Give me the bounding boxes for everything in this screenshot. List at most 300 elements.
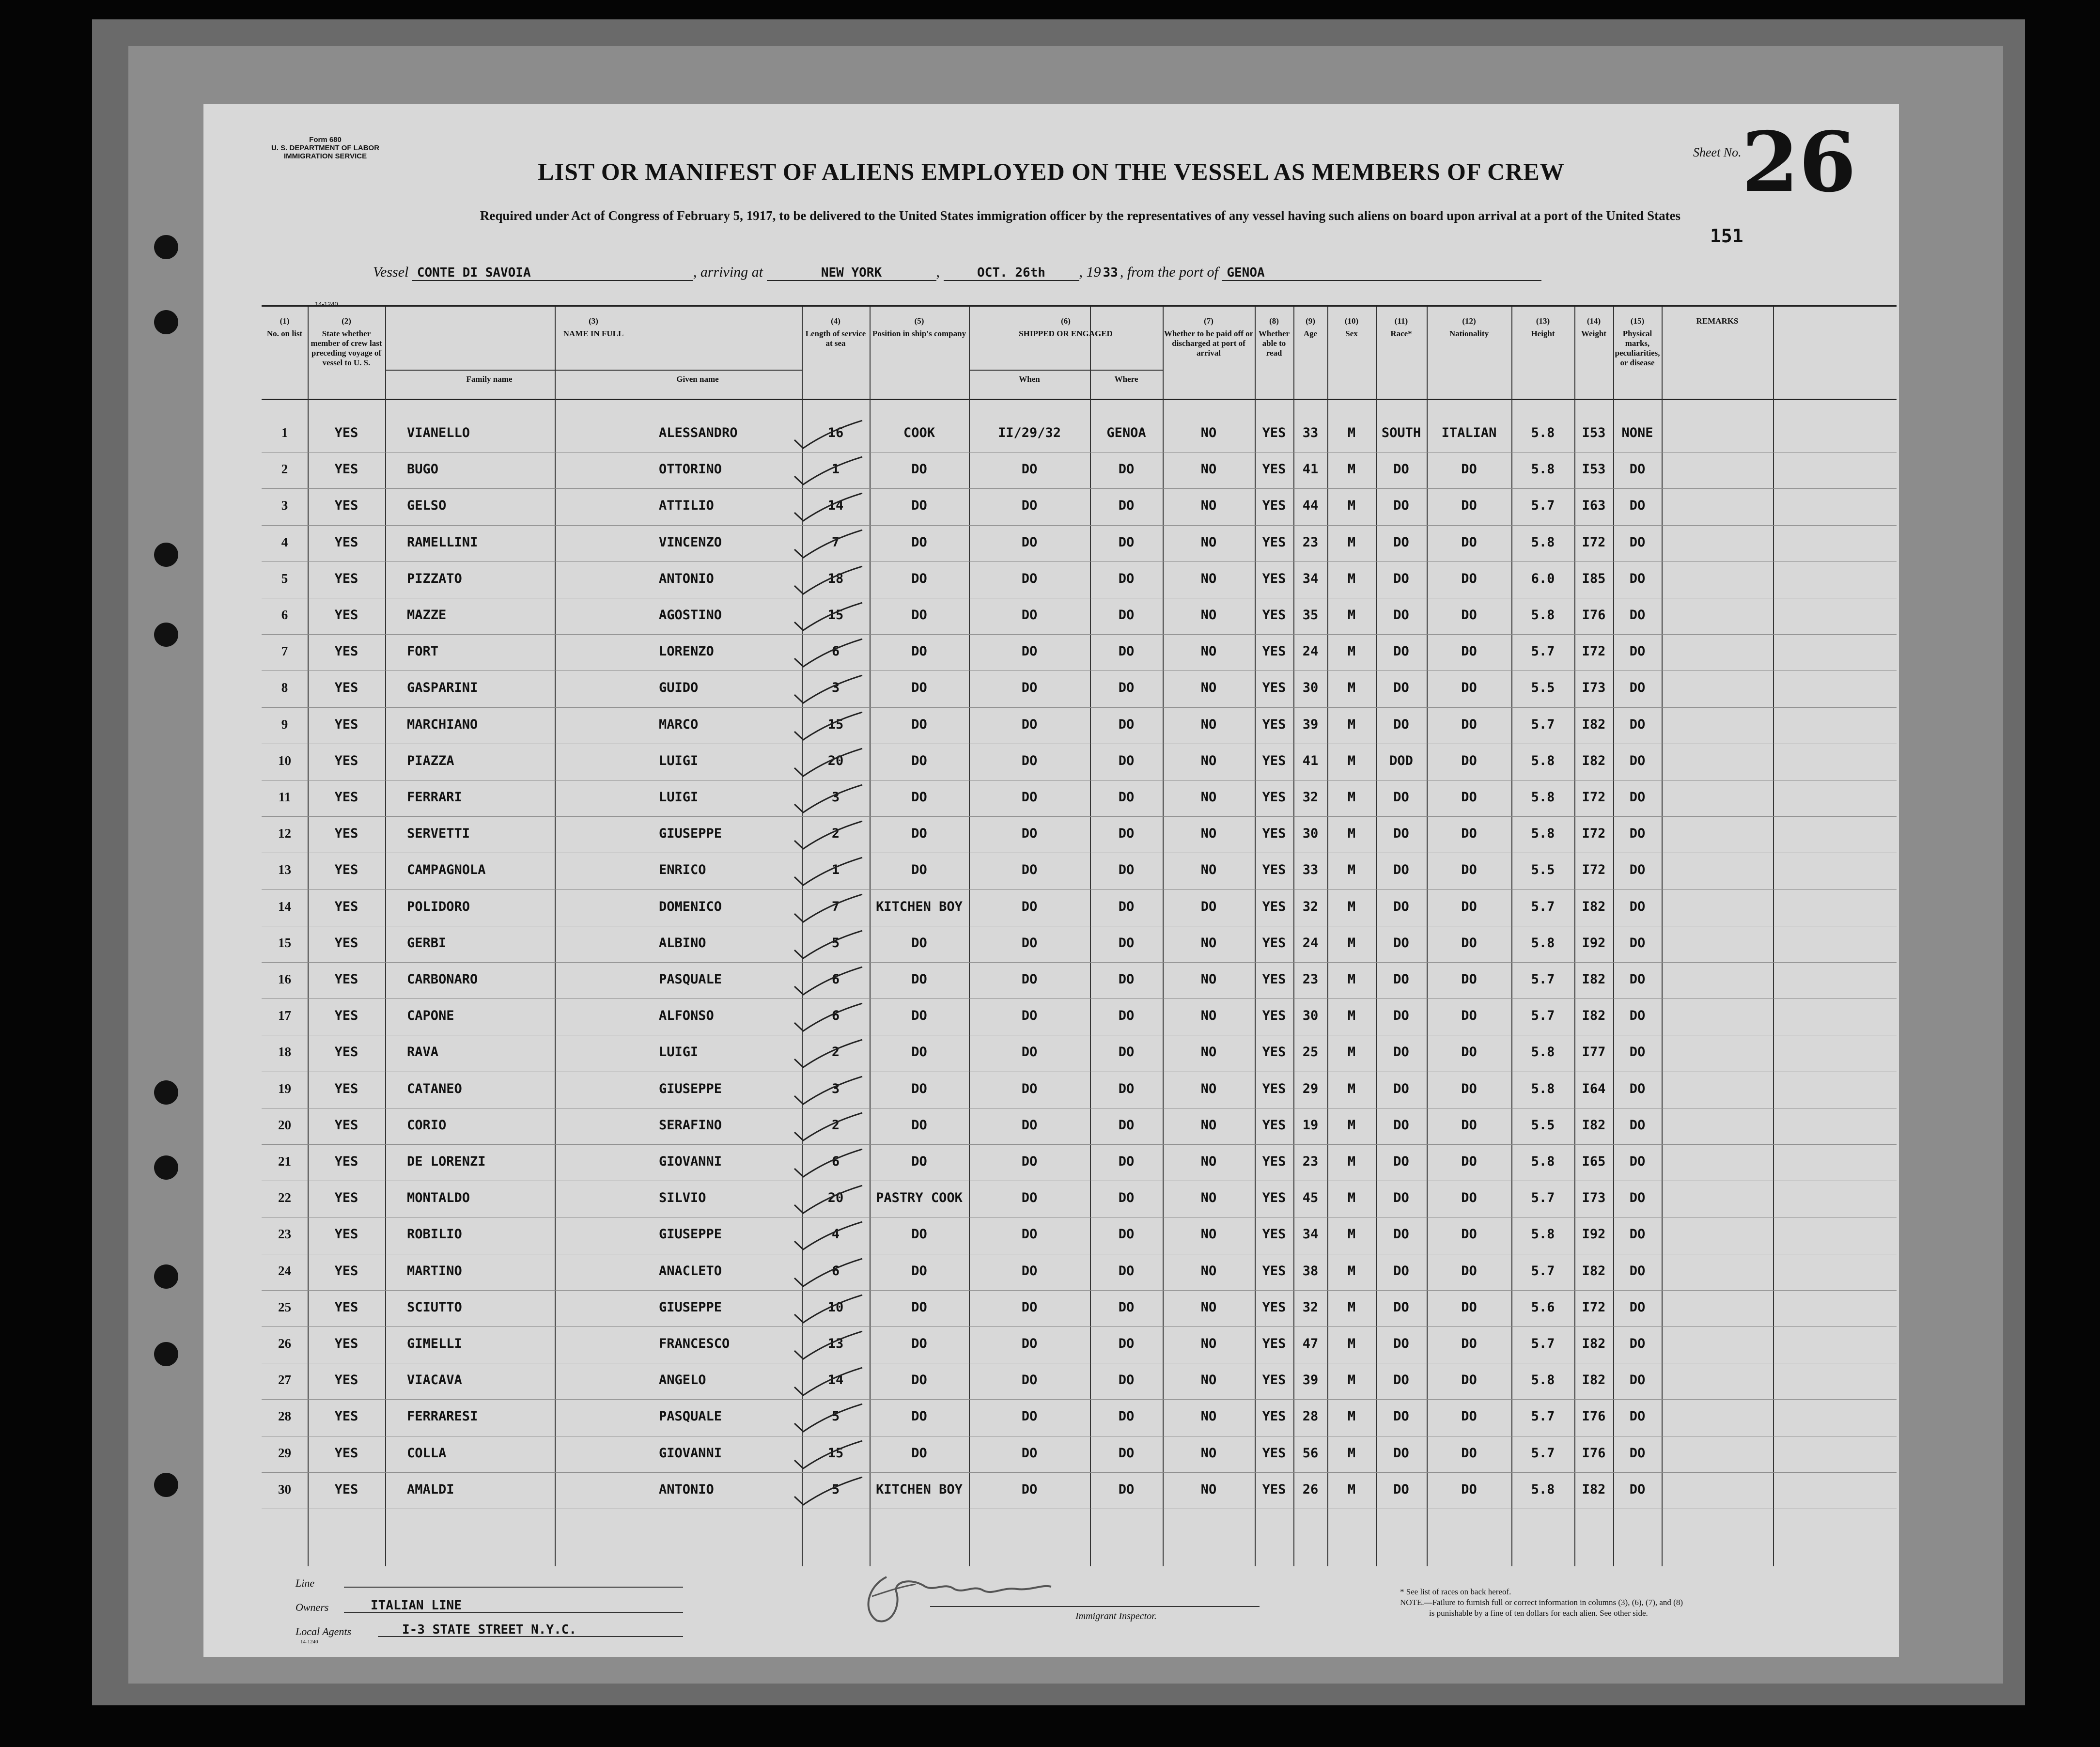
column-title: Age	[1303, 329, 1318, 338]
table-cell: 2	[831, 826, 840, 842]
line-field	[296, 1577, 683, 1590]
table-cell: DO	[1629, 935, 1646, 951]
table-cell: M	[1347, 1227, 1356, 1242]
footnote-penalty-1: NOTE.—Failure to furnish full or correct information in columns (3), (6), (7), and (8)	[1400, 1598, 1683, 1607]
table-cell: GIOVANNI	[659, 1445, 722, 1461]
table-cell: DO	[1393, 1263, 1409, 1279]
inspector-label: Immigrant Inspector.	[1075, 1611, 1157, 1622]
table-cell: SCIUTTO	[407, 1299, 462, 1315]
column-number: (2)	[342, 316, 351, 326]
table-cell: DO	[1393, 1409, 1409, 1424]
table-cell: YES	[1262, 1227, 1286, 1242]
table-cell: YES	[1262, 1409, 1286, 1424]
table-cell: DO	[1393, 1154, 1409, 1169]
table-cell: ROBILIO	[407, 1227, 462, 1242]
table-cell: YES	[334, 1373, 358, 1388]
table-cell: 5.8	[1531, 608, 1555, 623]
table-cell: NO	[1200, 680, 1217, 696]
table-row	[262, 1254, 1897, 1290]
table-cell: NO	[1200, 1045, 1217, 1060]
table-cell: DO	[1629, 608, 1646, 623]
table-cell: DO	[1393, 1008, 1409, 1024]
table-cell: DO	[1393, 608, 1409, 623]
manifest-table	[262, 305, 1897, 1566]
column-title: State whether member of crew last preceding voyage of vessel to U. S.	[311, 329, 382, 367]
table-cell: DO	[911, 1154, 927, 1169]
table-cell: 2	[831, 1045, 840, 1060]
table-cell: 23	[1302, 972, 1319, 987]
check-mark-icon	[790, 637, 867, 671]
table-cell: DO	[1461, 462, 1477, 477]
table-cell: DO	[1021, 1445, 1038, 1461]
table-cell: 5.7	[1531, 972, 1555, 987]
table-cell: YES	[1262, 826, 1286, 842]
table-cell: YES	[1262, 1336, 1286, 1351]
table-cell: DO	[1021, 753, 1038, 768]
table-cell: DO	[1021, 790, 1038, 805]
table-cell: YES	[1262, 608, 1286, 623]
table-cell: DO	[1021, 1482, 1038, 1497]
table-cell: YES	[334, 1227, 358, 1242]
table-cell: M	[1347, 1336, 1356, 1351]
sheet-number: 26	[1742, 114, 1856, 211]
table-row	[262, 525, 1897, 562]
check-mark-icon	[790, 418, 867, 452]
table-cell: YES	[334, 1117, 358, 1133]
table-cell: MAZZE	[407, 608, 447, 623]
table-cell: AGOSTINO	[659, 608, 722, 623]
form-number: Form 680	[309, 136, 342, 144]
arrival-year: 33	[1103, 265, 1118, 280]
table-cell: ALESSANDRO	[659, 425, 738, 440]
table-cell: 5.7	[1531, 1445, 1555, 1461]
table-cell: 1	[281, 425, 288, 440]
table-cell: DO	[1393, 1117, 1409, 1133]
table-cell: 19	[1302, 1117, 1319, 1133]
table-cell: DO	[1393, 1373, 1409, 1388]
table-cell: DO	[1629, 462, 1646, 477]
table-cell: DO	[1118, 571, 1135, 586]
check-mark-icon	[790, 1037, 867, 1071]
table-cell: NO	[1200, 1263, 1217, 1279]
table-cell: YES	[1262, 862, 1286, 878]
table-cell: 30	[1302, 680, 1319, 696]
table-cell: DO	[1461, 1263, 1477, 1279]
table-row	[262, 780, 1897, 816]
table-cell: DO	[1461, 1154, 1477, 1169]
table-cell: 33	[1302, 425, 1319, 440]
check-mark-icon	[790, 928, 867, 962]
column-number: (9)	[1306, 316, 1315, 326]
table-cell: YES	[1262, 534, 1286, 550]
table-cell: I72	[1582, 862, 1606, 878]
table-cell: DO	[1118, 826, 1135, 842]
table-cell: 13	[827, 1336, 844, 1351]
column-header	[1427, 316, 1511, 339]
column-title: Position in ship's company	[872, 329, 966, 338]
table-cell: NO	[1200, 1190, 1217, 1206]
table-row	[262, 562, 1897, 598]
check-mark-icon	[790, 1219, 867, 1253]
table-cell: PIAZZA	[407, 753, 454, 768]
table-cell: YES	[334, 717, 358, 732]
table-cell: DO	[1629, 1227, 1646, 1242]
table-cell: I82	[1582, 1008, 1606, 1024]
table-row	[262, 488, 1897, 525]
table-cell: 5.7	[1531, 498, 1555, 514]
column-header	[1255, 316, 1293, 358]
table-cell: 2	[831, 1117, 840, 1133]
column-number: (4)	[831, 316, 840, 326]
table-cell: NO	[1200, 1482, 1217, 1497]
table-cell: 24	[1302, 935, 1319, 951]
table-row	[262, 707, 1897, 744]
column-title: Height	[1531, 329, 1555, 338]
table-cell: DO	[1021, 1008, 1038, 1024]
table-cell: I92	[1582, 1227, 1606, 1242]
table-row	[262, 1035, 1897, 1071]
check-mark-icon	[790, 819, 867, 853]
table-cell: DO	[1629, 826, 1646, 842]
table-cell: I82	[1582, 1482, 1606, 1497]
table-cell: YES	[334, 1263, 358, 1279]
table-cell: M	[1347, 644, 1356, 659]
table-cell: DO	[1118, 1081, 1135, 1096]
column-number: (11)	[1394, 316, 1408, 326]
table-cell: YES	[334, 862, 358, 878]
table-cell: DO	[1393, 1081, 1409, 1096]
table-cell: DO	[1461, 826, 1477, 842]
column-title: SHIPPED OR ENGAGED	[1019, 329, 1113, 338]
table-cell: 41	[1302, 462, 1319, 477]
table-row	[262, 1399, 1897, 1435]
table-cell: YES	[334, 571, 358, 586]
table-cell: 5.7	[1531, 899, 1555, 914]
table-cell: DE LORENZI	[407, 1154, 486, 1169]
column-header	[1293, 316, 1327, 339]
table-cell: 13	[278, 862, 291, 877]
column-number: (5)	[914, 316, 924, 326]
table-cell: M	[1347, 1190, 1356, 1206]
table-cell: DO	[1200, 899, 1217, 914]
table-cell: DO	[1021, 498, 1038, 514]
table-cell: YES	[1262, 972, 1286, 987]
column-title: Nationality	[1449, 329, 1489, 338]
table-cell: DO	[1629, 1482, 1646, 1497]
column-title: Whether to be paid off or discharged at port of arrival	[1164, 329, 1254, 358]
table-cell: 23	[278, 1227, 291, 1242]
table-cell: YES	[1262, 1445, 1286, 1461]
table-cell: 3	[831, 790, 840, 805]
table-cell: I76	[1582, 1409, 1606, 1424]
table-cell: YES	[1262, 644, 1286, 659]
table-cell: DO	[1461, 571, 1477, 586]
table-cell: 5.7	[1531, 644, 1555, 659]
column-header	[385, 374, 593, 384]
check-mark-icon	[790, 600, 867, 634]
table-cell: COLLA	[407, 1445, 447, 1461]
header-separator	[262, 399, 1897, 400]
inspector-line	[930, 1606, 1260, 1607]
binder-hole	[154, 1155, 178, 1180]
table-cell: DO	[1021, 1227, 1038, 1242]
table-cell: 18	[278, 1045, 291, 1060]
table-cell: DO	[1021, 1263, 1038, 1279]
table-cell: 9	[281, 717, 288, 732]
table-cell: VIANELLO	[407, 425, 470, 440]
table-cell: I72	[1582, 644, 1606, 659]
table-cell: 6	[831, 644, 840, 659]
column-number: (13)	[1536, 316, 1550, 326]
table-cell: DO	[911, 862, 927, 878]
table-cell: GIUSEPPE	[659, 1299, 722, 1315]
table-cell: PIZZATO	[407, 571, 462, 586]
table-cell: DO	[1461, 534, 1477, 550]
agents-value: I-3 STATE STREET N.Y.C.	[402, 1622, 577, 1637]
table-cell: DO	[1118, 1299, 1135, 1315]
table-cell: 5	[281, 571, 288, 586]
table-cell: M	[1347, 899, 1356, 914]
table-cell: YES	[334, 644, 358, 659]
vessel-label: Vessel	[373, 264, 409, 280]
table-cell: 44	[1302, 498, 1319, 514]
table-cell: DO	[1118, 1409, 1135, 1424]
table-cell: DO	[1393, 1045, 1409, 1060]
table-cell: DO	[1118, 717, 1135, 732]
table-cell: DO	[1629, 1299, 1646, 1315]
table-cell: M	[1347, 680, 1356, 696]
table-cell: I53	[1582, 425, 1606, 440]
table-cell: M	[1347, 1008, 1356, 1024]
table-cell: 5	[831, 1409, 840, 1424]
table-cell: DO	[1118, 1445, 1135, 1461]
table-row	[262, 962, 1897, 998]
binder-hole	[154, 235, 178, 259]
table-cell: I72	[1582, 1299, 1606, 1315]
table-cell: DO	[911, 1445, 927, 1461]
table-cell: DO	[1629, 1445, 1646, 1461]
table-cell: 5.8	[1531, 1081, 1555, 1096]
form-subtitle: Required under Act of Congress of February 5, 1917, to be delivered to the United States immigration officer by the representatives of any vessel having such aliens on board upon arrival at a port of the United States	[480, 208, 1681, 223]
check-mark-icon	[790, 564, 867, 598]
table-cell: 3	[831, 1081, 840, 1096]
table-cell: YES	[334, 1154, 358, 1169]
table-cell: 29	[1302, 1081, 1319, 1096]
table-cell: PASQUALE	[659, 1409, 722, 1424]
table-cell: DO	[1461, 717, 1477, 732]
table-cell: YES	[1262, 1299, 1286, 1315]
table-cell: ANTONIO	[659, 1482, 714, 1497]
table-cell: 32	[1302, 899, 1319, 914]
table-cell: DO	[1021, 608, 1038, 623]
column-header	[969, 374, 1090, 384]
table-cell: DO	[911, 644, 927, 659]
table-cell: LUIGI	[659, 753, 699, 768]
table-cell: DO	[1021, 1336, 1038, 1351]
table-cell: POLIDORO	[407, 899, 470, 914]
table-cell: YES	[334, 1045, 358, 1060]
table-cell: YES	[1262, 1008, 1286, 1024]
form-identifier	[271, 136, 379, 160]
table-cell: DO	[911, 1299, 927, 1315]
binder-hole	[154, 310, 178, 334]
table-cell: DO	[1021, 1299, 1038, 1315]
departure-port: GENOA	[1222, 265, 1541, 281]
table-cell: DO	[1393, 680, 1409, 696]
table-cell: 5.8	[1531, 425, 1555, 440]
table-cell: M	[1347, 608, 1356, 623]
owners-field	[296, 1598, 683, 1614]
table-row	[262, 598, 1897, 634]
table-cell: DO	[1461, 1227, 1477, 1242]
table-cell: DO	[1629, 717, 1646, 732]
table-cell: DO	[911, 1336, 927, 1351]
table-cell: M	[1347, 1482, 1356, 1497]
form-code: 14-1240	[315, 300, 338, 308]
table-row	[262, 416, 1897, 452]
table-cell: I82	[1582, 1117, 1606, 1133]
table-cell: DO	[1021, 1045, 1038, 1060]
table-cell: DO	[1021, 899, 1038, 914]
column-header	[262, 316, 308, 339]
table-cell: M	[1347, 1045, 1356, 1060]
table-cell: 18	[827, 571, 844, 586]
table-cell: DO	[1629, 1263, 1646, 1279]
table-cell: DO	[1118, 680, 1135, 696]
table-cell: NO	[1200, 1336, 1217, 1351]
table-cell: 5.7	[1531, 1409, 1555, 1424]
table-row	[262, 1472, 1897, 1509]
check-mark-icon	[790, 491, 867, 525]
table-cell: I85	[1582, 571, 1606, 586]
table-cell: I82	[1582, 717, 1606, 732]
table-cell: DO	[1461, 1190, 1477, 1206]
table-cell: DO	[911, 972, 927, 987]
table-cell: ITALIAN	[1441, 425, 1497, 440]
table-cell: ANACLETO	[659, 1263, 722, 1279]
table-cell: NO	[1200, 608, 1217, 623]
table-cell: 5.7	[1531, 717, 1555, 732]
table-cell: I63	[1582, 498, 1606, 514]
table-cell: 27	[278, 1373, 291, 1388]
table-cell: NO	[1200, 790, 1217, 805]
table-cell: M	[1347, 1299, 1356, 1315]
table-cell: 30	[1302, 826, 1319, 842]
table-cell: CORIO	[407, 1117, 447, 1133]
table-cell: YES	[334, 826, 358, 842]
table-cell: DO	[911, 1227, 927, 1242]
table-row	[262, 1436, 1897, 1472]
table-cell: DO	[1118, 1373, 1135, 1388]
table-cell: LUIGI	[659, 1045, 699, 1060]
table-cell: YES	[334, 753, 358, 768]
column-title: Given name	[676, 374, 719, 384]
table-cell: I82	[1582, 972, 1606, 987]
check-mark-icon	[790, 1183, 867, 1217]
table-cell: YES	[334, 425, 358, 440]
table-cell: ALBINO	[659, 935, 706, 951]
table-cell: 5.5	[1531, 1117, 1555, 1133]
table-cell: 7	[831, 534, 840, 550]
table-cell: RAMELLINI	[407, 534, 478, 550]
table-cell: M	[1347, 1445, 1356, 1461]
check-mark-icon	[790, 746, 867, 780]
table-cell: DO	[911, 534, 927, 550]
table-cell: DO	[1461, 644, 1477, 659]
table-cell: DO	[1461, 790, 1477, 805]
check-mark-icon	[790, 782, 867, 816]
column-title: Physical marks, peculiarities, or disease	[1615, 329, 1660, 367]
table-cell: 5.8	[1531, 1482, 1555, 1497]
table-cell: OTTORINO	[659, 462, 722, 477]
table-cell: DO	[1021, 1373, 1038, 1388]
table-cell: GIUSEPPE	[659, 1227, 722, 1242]
table-cell: YES	[334, 1190, 358, 1206]
table-cell: YES	[334, 1081, 358, 1096]
table-cell: I77	[1582, 1045, 1606, 1060]
table-cell: 5.6	[1531, 1299, 1555, 1315]
table-cell: YES	[1262, 935, 1286, 951]
table-cell: 6	[831, 972, 840, 987]
table-cell: DO	[1629, 571, 1646, 586]
table-cell: DO	[1393, 1336, 1409, 1351]
table-cell: DO	[1021, 935, 1038, 951]
table-cell: 5	[831, 935, 840, 951]
table-cell: 7	[281, 644, 288, 659]
owners-label: Owners	[296, 1601, 329, 1613]
column-header	[1574, 316, 1613, 339]
service-name: IMMIGRATION SERVICE	[283, 152, 367, 160]
table-cell: I53	[1582, 462, 1606, 477]
column-header	[1327, 316, 1376, 339]
table-cell: ENRICO	[659, 862, 706, 878]
table-cell: DO	[1629, 1081, 1646, 1096]
table-cell: DO	[1021, 462, 1038, 477]
footnote-penalty-2: is punishable by a fine of ten dollars for each alien. See other side.	[1429, 1608, 1648, 1618]
table-cell: YES	[334, 680, 358, 696]
table-cell: PASTRY COOK	[876, 1190, 963, 1206]
table-cell: YES	[1262, 1117, 1286, 1133]
table-cell: MARTINO	[407, 1263, 462, 1279]
check-mark-icon	[790, 1329, 867, 1363]
table-cell: 15	[827, 608, 844, 623]
table-cell: I82	[1582, 1373, 1606, 1388]
check-mark-icon	[790, 673, 867, 707]
column-title: Where	[1114, 374, 1138, 384]
table-cell: 38	[1302, 1263, 1319, 1279]
column-number: (7)	[1204, 316, 1213, 326]
table-cell: LUIGI	[659, 790, 699, 805]
table-cell: GUIDO	[659, 680, 699, 696]
vessel-line: Vessel CONTE DI SAVOIA , arriving at NEW YORK , OCT. 26th , 19 33 , from the port of GENOA	[373, 264, 1541, 281]
column-number: (6)	[1061, 316, 1071, 326]
table-cell: 39	[1302, 717, 1319, 732]
column-header	[870, 316, 969, 339]
check-mark-icon	[790, 1402, 867, 1435]
table-cell: YES	[1262, 1045, 1286, 1060]
table-cell: 5.5	[1531, 680, 1555, 696]
table-row	[262, 1217, 1897, 1253]
check-mark-icon	[790, 1110, 867, 1144]
table-cell: NO	[1200, 862, 1217, 878]
table-cell: SILVIO	[659, 1190, 706, 1206]
table-cell: NO	[1200, 462, 1217, 477]
table-cell: YES	[334, 1299, 358, 1315]
column-title: Whether able to read	[1258, 329, 1290, 358]
table-row	[262, 634, 1897, 671]
table-cell: SERAFINO	[659, 1117, 722, 1133]
table-cell: SERVETTI	[407, 826, 470, 842]
